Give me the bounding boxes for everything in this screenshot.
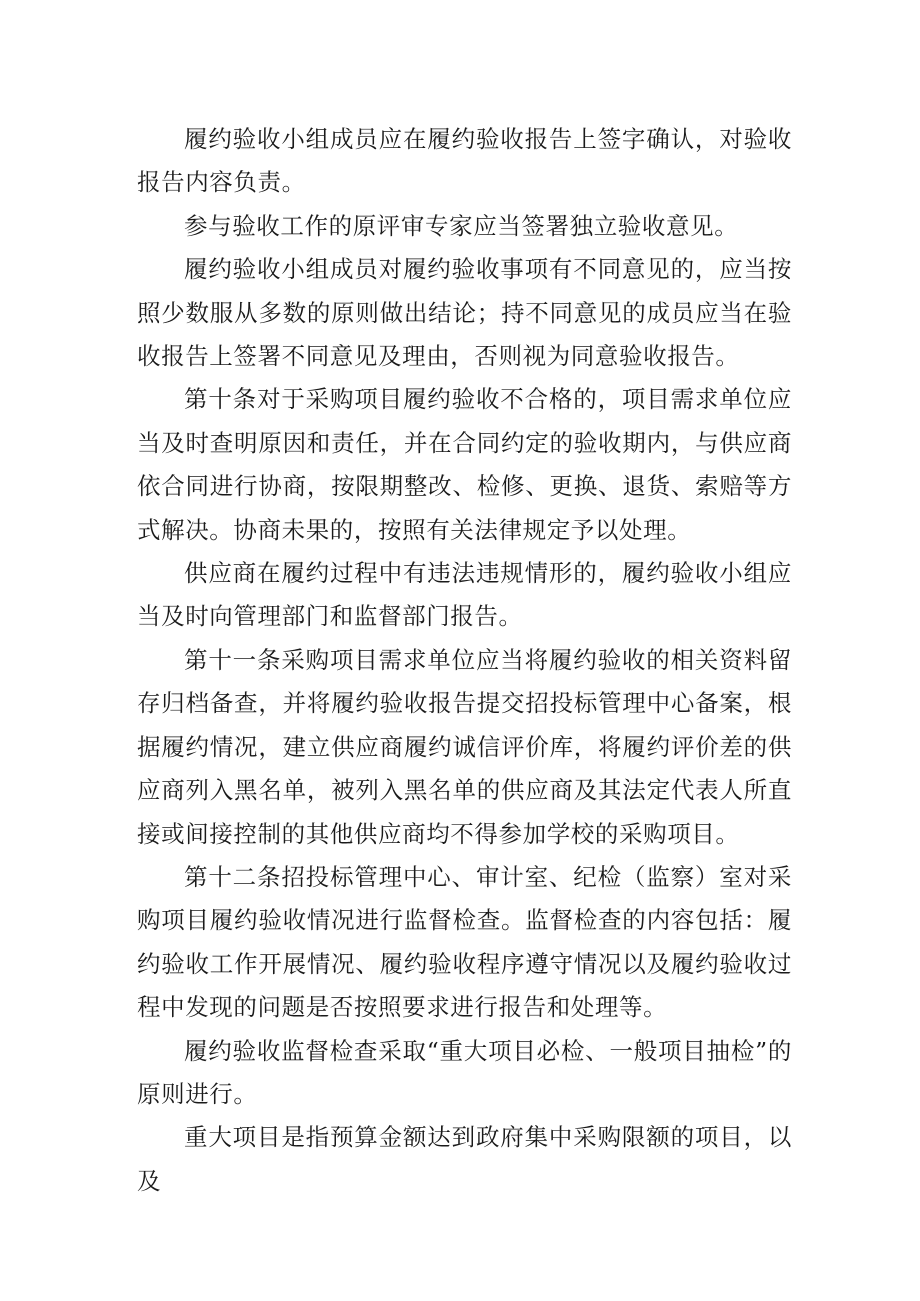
paragraph: 第十一条采购项目需求单位应当将履约验收的相关资料留存归档备查，并将履约验收报告提交招投标管理中心备案，根据履约情况，建立供应商履约诚信评价库，将履约评价差的供应商列入黑名单，被列入黑名单的供应商及其法定代表人所直接或间接控制的其他供应商均不得参加学校的采购项目。 bbox=[137, 645, 792, 848]
paragraph: 履约验收小组成员对履约验收事项有不同意见的，应当按照少数服从多数的原则做出结论；持不同意见的成员应当在验收报告上签署不同意见及理由，否则视为同意验收报告。 bbox=[137, 255, 792, 371]
paragraph: 参与验收工作的原评审专家应当签署独立验收意见。 bbox=[184, 211, 739, 240]
paragraph: 履约验收小组成员应在履约验收报告上签字确认，对验收报告内容负责。 bbox=[137, 125, 792, 197]
paragraph: 履约验收监督检查采取“重大项目必检、一般项目抽检”的原则进行。 bbox=[137, 1036, 792, 1108]
paragraph: 第十二条招投标管理中心、审计室、纪检（监察）室对采购项目履约验收情况进行监督检查。监督检查的内容包括：履约验收工作开展情况、履约验收程序遵守情况以及履约验收过程中发现的问题是否按照要求进行报告和处理等。 bbox=[137, 862, 792, 1022]
paragraph: 重大项目是指预算金额达到政府集中采购限额的项目，以及 bbox=[137, 1123, 792, 1195]
paragraph: 供应商在履约过程中有违法违规情形的，履约验收小组应当及时向管理部门和监督部门报告。 bbox=[137, 559, 792, 631]
document-body bbox=[137, 118, 792, 1203]
paragraph: 第十条对于采购项目履约验收不合格的，项目需求单位应当及时查明原因和责任，并在合同约定的验收期内，与供应商依合同进行协商，按限期整改、检修、更换、退货、索赔等方式解决。协商未果的，按照有关法律规定予以处理。 bbox=[137, 385, 792, 544]
